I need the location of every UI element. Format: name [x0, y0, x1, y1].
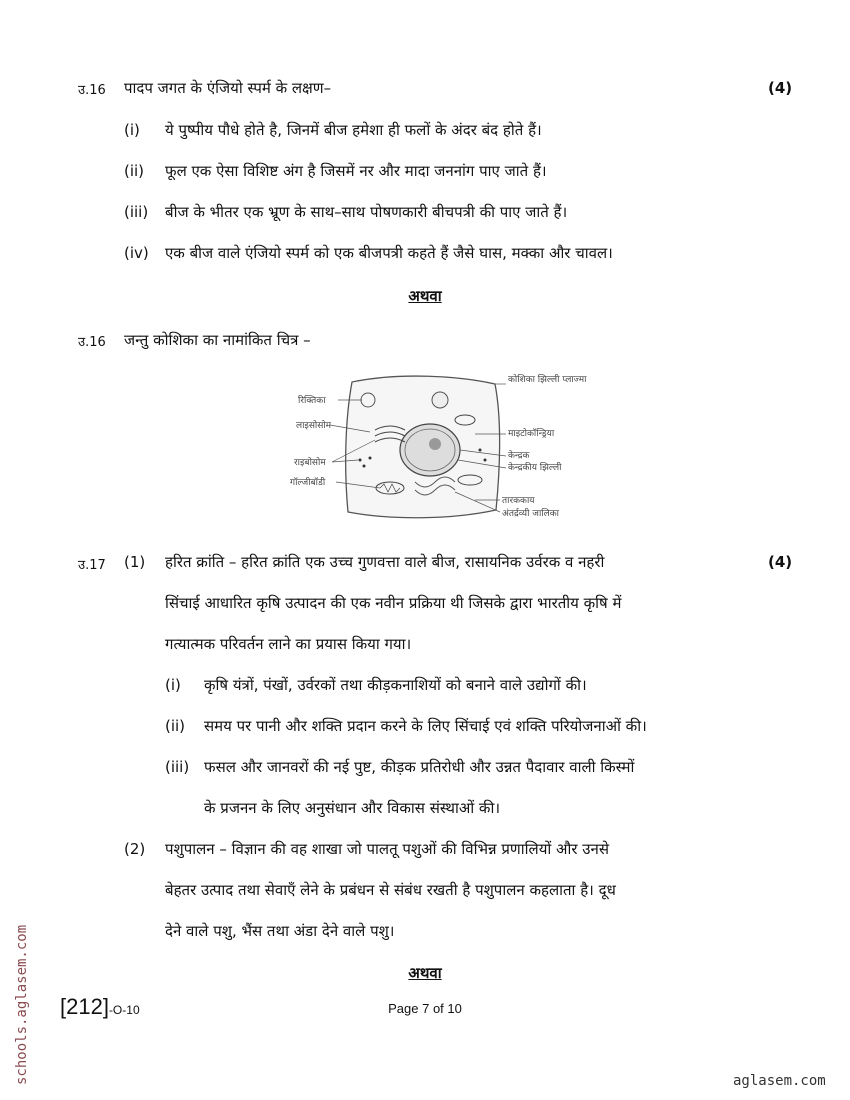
point-label: (iii): [124, 203, 149, 221]
point-label: (i): [124, 121, 140, 139]
part-label: (1): [124, 553, 146, 571]
point-label: (iv): [124, 244, 149, 262]
label-right: केन्द्रक: [508, 451, 530, 461]
or-heading-2: अथवा: [408, 964, 442, 982]
or-heading: अथवा: [408, 287, 442, 305]
part1-line: गत्यात्मक परिवर्तन लाने का प्रयास किया गया।: [165, 635, 412, 653]
question-number-16: उ.16: [78, 83, 106, 98]
part2-line: बेहतर उत्पाद तथा सेवाएँ लेने के प्रबंधन से संबंध रखती है पशुपालन कहलाता है। दूध: [165, 881, 616, 899]
animal-cell-sketch: [290, 370, 587, 530]
point-text: ये पुष्पीय पौधे होते है, जिनमें बीज हमेशा ही फलों के अंदर बंद होते हैं।: [165, 121, 542, 139]
question-number-16-alt: उ.16: [78, 335, 106, 350]
label-right: कोशिका झिल्ली प्लाज्मा: [508, 375, 587, 385]
label-right: तारककाय: [502, 496, 535, 506]
label-right: अंतर्द्रव्यी जालिका: [502, 509, 559, 519]
label-right: माइटोकॉन्ड्रिया: [508, 429, 555, 439]
paper-code-main: [212]: [60, 994, 109, 1019]
side-watermark: schools.aglasem.com: [14, 924, 30, 1085]
point-text: एक बीज वाले एंजियो स्पर्म को एक बीजपत्री कहते हैं जैसे घास, मक्का और चावल।: [165, 244, 613, 262]
point-text: बीज के भीतर एक भ्रूण के साथ–साथ पोषणकारी बीचपत्री की पाए जाते हैं।: [165, 203, 568, 221]
sub-text: के प्रजनन के लिए अनुसंधान और विकास संस्थाओं की।: [204, 799, 501, 817]
animal-cell-diagram: [290, 370, 587, 530]
label-left: राइबोसोम: [294, 458, 326, 468]
bottom-watermark: aglasem.com: [733, 1073, 826, 1089]
label-right: केन्द्रकीय झिल्ली: [508, 463, 562, 473]
question-16-title: पादप जगत के एंजियो स्पर्म के लक्षण–: [124, 79, 332, 97]
paper-code-suffix: -O-10: [108, 1003, 140, 1017]
question-16-marks: (4): [768, 79, 793, 97]
question-16-alt-title: जन्तु कोशिका का नामांकित चित्र –: [124, 331, 311, 349]
part2-line: पशुपालन – विज्ञान की वह शाखा जो पालतू पशुओं की विभिन्न प्रणालियों और उनसे: [165, 840, 609, 858]
sub-label: (iii): [165, 758, 190, 776]
sub-label: (ii): [165, 717, 186, 735]
sub-text: कृषि यंत्रों, पंखों, उर्वरकों तथा कीड़कनाशियों को बनाने वाले उद्योगों की।: [204, 676, 587, 694]
sub-label: (i): [165, 676, 181, 694]
label-left: लाइसोसोम: [296, 421, 332, 431]
question-17-marks: (4): [768, 553, 793, 571]
part1-line: सिंचाई आधारित कृषि उत्पादन की एक नवीन प्रक्रिया थी जिसके द्वारा भारतीय कृषि में: [165, 594, 622, 612]
sub-text: समय पर पानी और शक्ति प्रदान करने के लिए सिंचाई एवं शक्ति परियोजनाओं की।: [204, 717, 647, 735]
label-left: रिक्तिका: [298, 396, 326, 406]
sub-text: फसल और जानवरों की नई पुष्ट, कीड़क प्रतिरोधी और उन्नत पैदावार वाली किस्मों: [204, 758, 635, 776]
part2-line: देने वाले पशु, भैंस तथा अंडा देने वाले पशु।: [165, 922, 395, 940]
point-text: फूल एक ऐसा विशिष्ट अंग है जिसमें नर और मादा जननांग पाए जाते हैं।: [165, 162, 547, 180]
point-label: (ii): [124, 162, 145, 180]
label-left: गॉल्जीबॉडी: [290, 478, 326, 488]
part1-line: हरित क्रांति – हरित क्रांति एक उच्च गुणवत्ता वाले बीज, रासायनिक उर्वरक व नहरी: [165, 553, 605, 571]
question-number-17: उ.17: [78, 558, 106, 573]
part-label: (2): [124, 840, 146, 858]
page-number: Page 7 of 10: [388, 1001, 462, 1016]
